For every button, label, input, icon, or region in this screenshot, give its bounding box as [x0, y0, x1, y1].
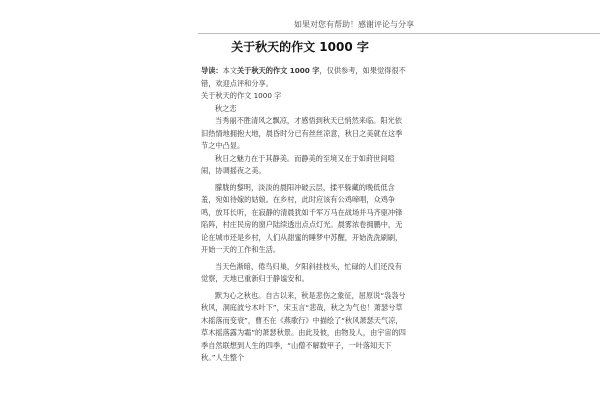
body-paragraph: 默为心之秋也。自古以来，秋是悲伤之象征，屈原说“袅袅兮秋风，洞庭波兮木叶下”，宋玉言“悲哉，秋之为气也！萧瑟兮草木摇落而变衰”，曹丕在《燕歌行》中描绘了“秋风萧瑟天气凉，草木摇落露为霜”的萧瑟秋景。由此及彼，由物及人，由宇宙的四季自然联想到人生的四季，“山僧不解数甲子，一叶落知天下秋。”人生整个 [201, 290, 406, 362]
intro-pre: 本文 [222, 66, 237, 75]
document-title: 关于秋天的作文 1000 字 [231, 40, 369, 54]
document-body [201, 65, 406, 365]
body-paragraph: 当天色渐暗，倦鸟归巢，夕阳斜挂枝头，忙碌的人们还没有觉察，天地已重新归于静谧安和。 [201, 261, 402, 283]
intro-bold-title: 关于秋天的作文 1000 字 [236, 66, 320, 75]
essay-title: 秋之恋 [215, 103, 237, 113]
header-note: 如果对您有帮助！感谢评论与分享 [294, 20, 414, 29]
body-paragraph: 朦胧的黎明，淡淡的晨阳冲破云层，揉平躲藏的晚低低含羞，宛如待嫁的姑娘。在乡村，此时应该有公鸡啼唱，众鸡争鸣，放耳长听，在寂静的清晨犹如千军万马在战场并马齐驱冲锋陷阵，村庄民房的窗户陆续透出点点灯光。晨雾浓卷拥鹏中，无论在城市还是乡村，人们从甜蜜的睡梦中苏醒，开始洗洗刷刷，开始一天的工作和生活。 [201, 182, 403, 254]
body-paragraph: 当秀丽不胜清风之飘凉，才感悟到秋天已悄然来临。阳光依旧热情地拥抱大地，晨昏时分已有丝丝凉意，秋日之美就在这季节之中凸显。 [201, 116, 403, 150]
document-subtitle: 关于秋天的作文 1000 字 [201, 91, 282, 100]
intro-post: ，仅供参考，如果觉得很不错，欢迎点评和分享。 [201, 66, 406, 88]
body-paragraph: 秋日之魅力在于其静美。而静美的至境又在于如莳世间喧闹，协调摇夜之美。 [201, 153, 395, 175]
intro-label: 导读： [201, 66, 223, 75]
intro-paragraph [201, 65, 406, 90]
header-divider [198, 33, 600, 34]
